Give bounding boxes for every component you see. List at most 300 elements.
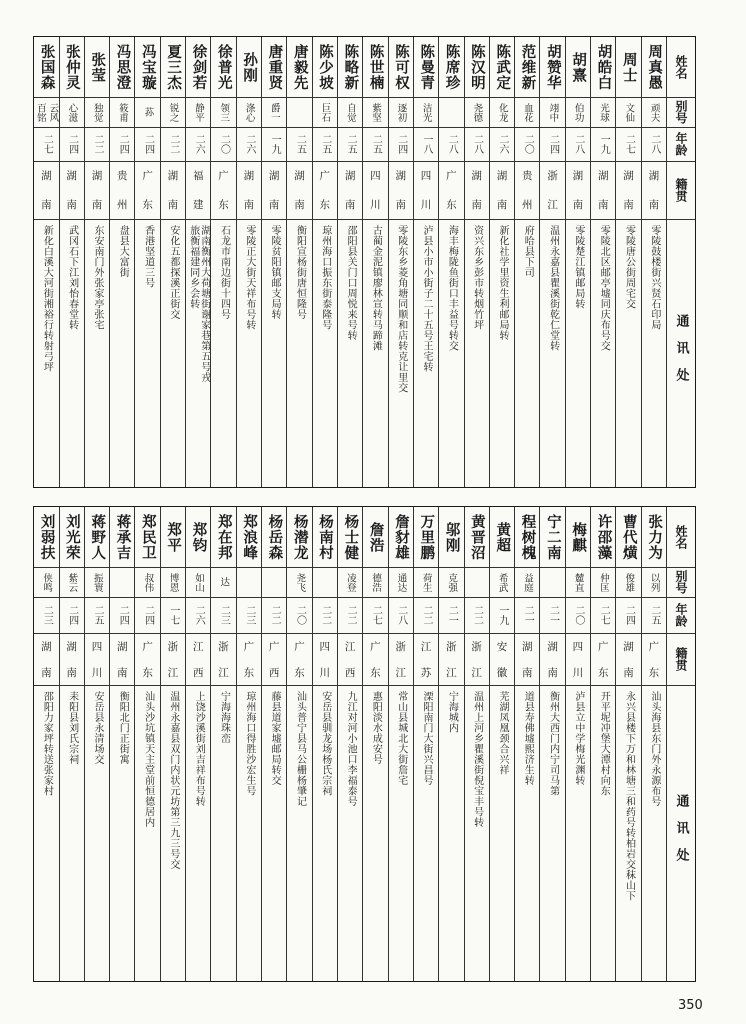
person-origin-char: 浙 xyxy=(471,640,482,653)
person-column xyxy=(236,507,261,981)
person-alias: 爵一 xyxy=(268,102,280,122)
person-name-cell xyxy=(490,507,514,567)
person-address-cell xyxy=(60,691,84,981)
person-origin-char: 建 xyxy=(192,199,204,211)
person-column xyxy=(84,507,109,981)
person-origin-char: 广 xyxy=(648,640,660,653)
person-origin-char: 东 xyxy=(319,199,331,211)
row-divider xyxy=(34,633,695,634)
person-alias-cell xyxy=(110,97,134,127)
person-origin-char: 湖 xyxy=(648,170,660,182)
person-age: 二八 xyxy=(446,134,458,154)
person-column xyxy=(210,37,235,487)
person-name-cell xyxy=(161,37,185,97)
person-name: 许邵藻 xyxy=(595,513,613,561)
person-age: 二三 xyxy=(218,605,230,625)
person-age: 二六 xyxy=(193,605,205,625)
person-name: 杨岳森 xyxy=(266,513,284,561)
person-name-cell xyxy=(465,507,489,567)
person-column xyxy=(565,507,590,981)
person-name-cell xyxy=(566,37,590,97)
header-address: 通讯处 xyxy=(673,793,689,875)
person-address-cell xyxy=(85,225,109,487)
person-origin-char: 东 xyxy=(648,666,660,679)
person-age: 二二 xyxy=(345,605,357,625)
person-name-cell xyxy=(363,507,387,567)
person-origin-cell xyxy=(60,633,84,685)
person-alias: 涤心 xyxy=(243,102,255,122)
person-origin-char: 湖 xyxy=(167,170,179,182)
person-column xyxy=(362,37,387,487)
person-age-cell xyxy=(642,597,666,633)
person-origin-cell xyxy=(338,161,362,219)
person-address-cell xyxy=(110,691,134,981)
person-alias-cell xyxy=(540,567,564,597)
person-origin-char: 广 xyxy=(446,170,457,182)
person-name-cell xyxy=(85,507,109,567)
person-alias-cell xyxy=(34,567,58,597)
person-alias: 以列 xyxy=(648,572,660,592)
person-age: 二〇 xyxy=(522,134,534,154)
person-alias-cell xyxy=(34,97,58,127)
person-age: 二五 xyxy=(294,134,306,154)
person-origin-char: 安 xyxy=(496,640,508,653)
person-address: 零陵北区邮亭墟同庆布号交 xyxy=(598,225,610,351)
person-column xyxy=(641,507,666,981)
person-address-cell xyxy=(566,691,590,981)
person-origin-char: 南 xyxy=(496,199,508,211)
person-name: 冯思澄 xyxy=(114,43,132,91)
person-age-cell xyxy=(515,127,539,161)
person-name: 张仲灵 xyxy=(63,43,81,91)
person-origin-cell xyxy=(161,161,185,219)
person-alias: 凌登 xyxy=(344,572,356,592)
person-origin-char: 川 xyxy=(370,199,381,211)
person-alias: 荷生 xyxy=(420,572,432,592)
person-address-cell xyxy=(490,691,514,981)
person-age-cell xyxy=(591,597,615,633)
person-name-cell xyxy=(439,507,463,567)
person-alias: 顽夫 xyxy=(648,102,660,122)
person-column xyxy=(286,37,311,487)
person-origin-char: 江 xyxy=(218,666,229,679)
person-origin-char: 南 xyxy=(41,666,52,679)
person-alias: 锐之 xyxy=(167,102,179,122)
person-alias-cell xyxy=(313,567,337,597)
person-address: 汕头普宁县马公栅杨肇记 xyxy=(294,691,306,807)
person-origin-cell xyxy=(135,633,159,685)
person-alias-cell xyxy=(60,97,84,127)
header-alias: 别号 xyxy=(674,570,688,594)
person-origin-cell xyxy=(211,633,235,685)
person-address-cell xyxy=(515,225,539,487)
person-name: 郑钧 xyxy=(190,521,208,553)
person-alias: 云风 xyxy=(47,102,59,122)
person-origin-char: 江 xyxy=(344,640,356,653)
person-address: 盘县大富街 xyxy=(117,225,129,278)
person-alias: 化龙 xyxy=(496,102,508,122)
person-origin-char: 浙 xyxy=(218,640,229,653)
person-column xyxy=(160,37,185,487)
person-name: 刘弱扶 xyxy=(38,513,56,561)
person-age-cell xyxy=(566,597,590,633)
person-address: 藤县道家墟邮局转交 xyxy=(269,691,281,786)
person-origin-char: 徽 xyxy=(496,666,508,679)
person-address-cell xyxy=(439,691,463,981)
person-name: 胡皓白 xyxy=(595,43,613,91)
person-age-cell xyxy=(338,597,362,633)
person-name-cell xyxy=(363,37,387,97)
person-origin-char: 湖 xyxy=(572,170,584,182)
person-origin-char: 湖 xyxy=(117,640,128,653)
person-origin-char: 川 xyxy=(91,666,103,679)
person-name: 徐普光 xyxy=(215,43,233,91)
person-column xyxy=(413,507,438,981)
person-name: 夏三杰 xyxy=(165,43,183,91)
person-address: 琼州海口振东街泰隆号 xyxy=(319,225,331,330)
person-origin-cell xyxy=(616,633,640,685)
person-name-cell xyxy=(439,37,463,97)
person-name-cell xyxy=(135,37,159,97)
person-origin-char: 湖 xyxy=(547,640,558,653)
person-origin-char: 湖 xyxy=(243,170,255,182)
person-address-cell xyxy=(110,225,134,487)
person-age: 二二 xyxy=(269,605,281,625)
person-age-cell xyxy=(186,597,210,633)
person-age: 二五 xyxy=(319,134,331,154)
person-name-cell xyxy=(465,37,489,97)
person-column xyxy=(514,507,539,981)
person-address: 香港坚道三号 xyxy=(142,225,154,288)
person-address-cell xyxy=(34,691,58,981)
person-alias-cell xyxy=(389,97,413,127)
person-column xyxy=(134,37,159,487)
person-column xyxy=(590,507,615,981)
person-name-cell xyxy=(616,507,640,567)
person-address-cell xyxy=(414,225,438,487)
person-alias-cell xyxy=(135,567,159,597)
person-origin-cell xyxy=(515,633,539,685)
header-column xyxy=(666,507,695,981)
person-origin-char: 江 xyxy=(192,640,204,653)
person-age-cell xyxy=(591,127,615,161)
person-alias: 领三 xyxy=(218,102,230,122)
person-name: 黄晋沼 xyxy=(468,513,486,561)
person-name: 胡熹 xyxy=(570,51,588,83)
person-origin-cell xyxy=(389,633,413,685)
person-origin-char: 江 xyxy=(446,666,457,679)
person-name: 陈少坡 xyxy=(317,43,335,91)
header-alias: 别号 xyxy=(674,100,688,124)
person-alias-cell xyxy=(566,567,590,597)
person-origin-char: 西 xyxy=(192,666,204,679)
person-name-cell xyxy=(515,37,539,97)
person-origin-char: 湖 xyxy=(91,170,103,182)
person-name: 冯宝璇 xyxy=(139,43,157,91)
person-name-cell xyxy=(262,507,286,567)
person-origin-cell xyxy=(85,633,109,685)
person-address: 资兴东乡彭市转烟竹坪 xyxy=(471,225,483,330)
person-name: 邬刚 xyxy=(443,521,461,553)
person-name-cell xyxy=(34,37,58,97)
person-origin-char: 西 xyxy=(268,666,280,679)
person-alias-cell xyxy=(313,97,337,127)
person-age-cell xyxy=(85,127,109,161)
person-age: 二七 xyxy=(598,605,610,625)
person-name: 陈可权 xyxy=(392,43,410,91)
person-address: 宁海城内 xyxy=(446,691,458,733)
person-column xyxy=(337,37,362,487)
person-origin-char: 江 xyxy=(167,666,179,679)
person-origin-cell xyxy=(439,633,463,685)
person-address-cell xyxy=(642,691,666,981)
person-age: 二四 xyxy=(623,605,635,625)
person-origin-cell xyxy=(566,633,590,685)
person-age-cell xyxy=(262,597,286,633)
person-origin-char: 南 xyxy=(648,199,660,211)
person-origin-char: 南 xyxy=(623,199,634,211)
person-origin-char: 四 xyxy=(420,170,432,182)
person-alias: 紫云 xyxy=(66,572,78,592)
person-address-cell xyxy=(465,691,489,981)
person-alias: 光球 xyxy=(597,102,609,122)
person-origin-cell xyxy=(389,161,413,219)
person-name: 郑平 xyxy=(165,521,183,553)
person-origin-char: 东 xyxy=(446,199,457,211)
person-address-cell xyxy=(389,225,413,487)
person-alias-cell xyxy=(490,97,514,127)
person-origin-char: 南 xyxy=(66,199,77,211)
person-age: 二六 xyxy=(193,134,205,154)
person-origin-char: 南 xyxy=(66,666,77,679)
person-address: 泸县立中学梅光渊转 xyxy=(572,691,584,786)
person-age-cell xyxy=(616,127,640,161)
person-name: 陈武定 xyxy=(494,43,512,91)
person-alias: 自觉 xyxy=(344,102,356,122)
person-name-cell xyxy=(414,507,438,567)
person-origin-char: 南 xyxy=(522,666,533,679)
person-name-cell xyxy=(338,507,362,567)
person-alias-cell xyxy=(338,97,362,127)
person-name: 梅麒 xyxy=(570,521,588,553)
person-alias: 伯功 xyxy=(572,102,584,122)
person-age: 一七 xyxy=(167,605,179,625)
person-origin-char: 东 xyxy=(370,666,381,679)
person-alias: 尧德 xyxy=(471,102,483,122)
person-origin-char: 湖 xyxy=(66,640,77,653)
person-address: 溧阳南门大街兴昌号 xyxy=(421,691,433,786)
person-alias: 博恩 xyxy=(167,572,179,592)
person-origin-cell xyxy=(110,161,134,219)
person-address: 湖南衡州大荷塘街谢家巷第五号戎 xyxy=(198,225,210,383)
person-column xyxy=(312,37,337,487)
person-column xyxy=(185,507,210,981)
person-alias-cell xyxy=(237,97,261,127)
person-age: 二四 xyxy=(547,134,559,154)
person-name-cell xyxy=(313,507,337,567)
person-origin-char: 浙 xyxy=(446,640,457,653)
person-alias-cell xyxy=(465,567,489,597)
person-alias-cell xyxy=(363,97,387,127)
person-address: 零陵东乡菱角塘同顺和店转克让里交 xyxy=(395,225,407,393)
person-alias-cell xyxy=(616,567,640,597)
person-name-cell xyxy=(85,37,109,97)
person-column xyxy=(84,37,109,487)
person-age-cell xyxy=(414,597,438,633)
person-origin-cell xyxy=(211,161,235,219)
person-age: 二四 xyxy=(117,605,129,625)
person-address-cell xyxy=(34,225,58,487)
person-origin-cell xyxy=(642,633,666,685)
person-origin-char: 浙 xyxy=(547,170,558,182)
person-column xyxy=(261,37,286,487)
person-origin-char: 南 xyxy=(243,199,255,211)
person-age: 二五 xyxy=(91,605,103,625)
person-age-cell xyxy=(287,127,311,161)
person-age: 二四 xyxy=(66,134,78,154)
person-alias: 达 xyxy=(218,577,230,587)
person-address: 温州永嘉县双门内状元坊第三九三号交 xyxy=(167,691,179,870)
person-age-cell xyxy=(540,127,564,161)
person-alias: 紫坚 xyxy=(370,102,382,122)
person-name: 蒋承吉 xyxy=(114,513,132,561)
person-alias-cell xyxy=(287,97,311,127)
person-address: 泸县小市小街子二十五号王宅转 xyxy=(421,225,433,372)
person-age-cell xyxy=(287,597,311,633)
person-origin-char: 湖 xyxy=(294,170,305,182)
person-origin-char: 四 xyxy=(370,170,381,182)
person-age-cell xyxy=(237,127,261,161)
person-address: 古蔺金泥镇廖林宣转马蹄滩 xyxy=(370,225,382,351)
person-name-cell xyxy=(616,37,640,97)
person-address: 永兴县楼下万和林塘三和药号转柏岩交秣山下 xyxy=(623,691,635,901)
person-alias: 德浩 xyxy=(370,572,382,592)
person-name: 万里鹏 xyxy=(418,513,436,561)
person-age: 二〇 xyxy=(294,605,306,625)
person-origin-char: 南 xyxy=(547,666,558,679)
person-address-cell xyxy=(515,691,539,981)
person-alias: 筱甫 xyxy=(117,102,129,122)
person-column xyxy=(615,37,640,487)
person-origin-char: 苏 xyxy=(420,666,432,679)
person-origin-cell xyxy=(186,633,210,685)
person-origin-char: 南 xyxy=(41,199,52,211)
person-column xyxy=(59,507,84,981)
person-origin-cell xyxy=(60,161,84,219)
person-address: 道县寿佛墟熙济生转 xyxy=(522,691,534,786)
person-address: 耒阳县刘氏宗祠 xyxy=(66,691,78,765)
person-alias: 尧飞 xyxy=(294,572,306,592)
person-column xyxy=(134,507,159,981)
person-origin-cell xyxy=(338,633,362,685)
person-alias-cell xyxy=(237,567,261,597)
person-age-cell xyxy=(237,597,261,633)
person-origin-char: 福 xyxy=(192,170,204,182)
person-origin-char: 湖 xyxy=(597,170,609,182)
person-origin-char: 四 xyxy=(91,640,103,653)
person-age: 二五 xyxy=(648,605,660,625)
person-origin-char: 广 xyxy=(243,640,255,653)
person-name: 杨南村 xyxy=(317,513,335,561)
person-age-cell xyxy=(515,597,539,633)
person-address-cell xyxy=(262,225,286,487)
person-origin-char: 南 xyxy=(167,199,179,211)
person-age-cell xyxy=(34,597,58,633)
person-address-cell xyxy=(60,225,84,487)
person-origin-char: 广 xyxy=(370,640,381,653)
person-column xyxy=(34,37,58,487)
person-alias-cell xyxy=(515,567,539,597)
person-age: 二四 xyxy=(142,134,154,154)
person-name-cell xyxy=(591,507,615,567)
person-address: 惠阳淡水成安号 xyxy=(370,691,382,765)
person-address-cell xyxy=(363,225,387,487)
person-column xyxy=(160,507,185,981)
person-age: 二八 xyxy=(648,134,660,154)
person-age-cell xyxy=(363,127,387,161)
person-address-cell xyxy=(186,225,210,487)
person-origin-cell xyxy=(85,161,109,219)
person-alias: 巨石 xyxy=(319,102,331,122)
person-address-cell xyxy=(591,225,615,487)
person-name: 周士 xyxy=(620,51,638,83)
person-address-cell xyxy=(414,691,438,981)
person-origin-cell xyxy=(490,633,514,685)
person-origin-char: 浙 xyxy=(395,640,406,653)
person-alias-cell xyxy=(85,97,109,127)
person-address-cell xyxy=(540,691,564,981)
person-origin-char: 东 xyxy=(142,199,153,211)
person-column xyxy=(413,37,438,487)
person-age: 二八 xyxy=(395,605,407,625)
person-column xyxy=(464,507,489,981)
person-column xyxy=(539,37,564,487)
person-name-cell xyxy=(642,507,666,567)
person-column xyxy=(641,37,666,487)
person-origin-char: 湖 xyxy=(623,170,634,182)
person-age-cell xyxy=(135,127,159,161)
person-column xyxy=(464,37,489,487)
person-name: 程树槐 xyxy=(519,513,537,561)
person-age: 二四 xyxy=(142,605,154,625)
person-alias-cell xyxy=(642,97,666,127)
row-divider xyxy=(34,597,695,598)
person-origin-cell xyxy=(34,161,58,219)
person-address-cell xyxy=(616,225,640,487)
person-column xyxy=(312,507,337,981)
person-origin-char: 江 xyxy=(420,640,432,653)
person-address-cell xyxy=(490,225,514,487)
person-origin-cell xyxy=(313,161,337,219)
person-origin-char: 湖 xyxy=(623,640,634,653)
person-origin-char: 东 xyxy=(142,666,153,679)
person-name: 黄超 xyxy=(494,521,512,553)
person-address-cell xyxy=(642,225,666,487)
person-name-cell xyxy=(313,37,337,97)
person-name-cell xyxy=(515,507,539,567)
header-name: 姓名 xyxy=(674,55,688,79)
person-name-cell xyxy=(490,37,514,97)
person-alias-cell xyxy=(85,567,109,597)
person-age: 二三 xyxy=(41,605,53,625)
person-address-cell xyxy=(338,691,362,981)
person-column xyxy=(388,507,413,981)
person-origin-cell xyxy=(262,161,286,219)
person-origin-cell xyxy=(540,161,564,219)
person-column xyxy=(438,37,463,487)
person-origin-char: 南 xyxy=(572,199,584,211)
person-origin-char: 湖 xyxy=(344,170,356,182)
